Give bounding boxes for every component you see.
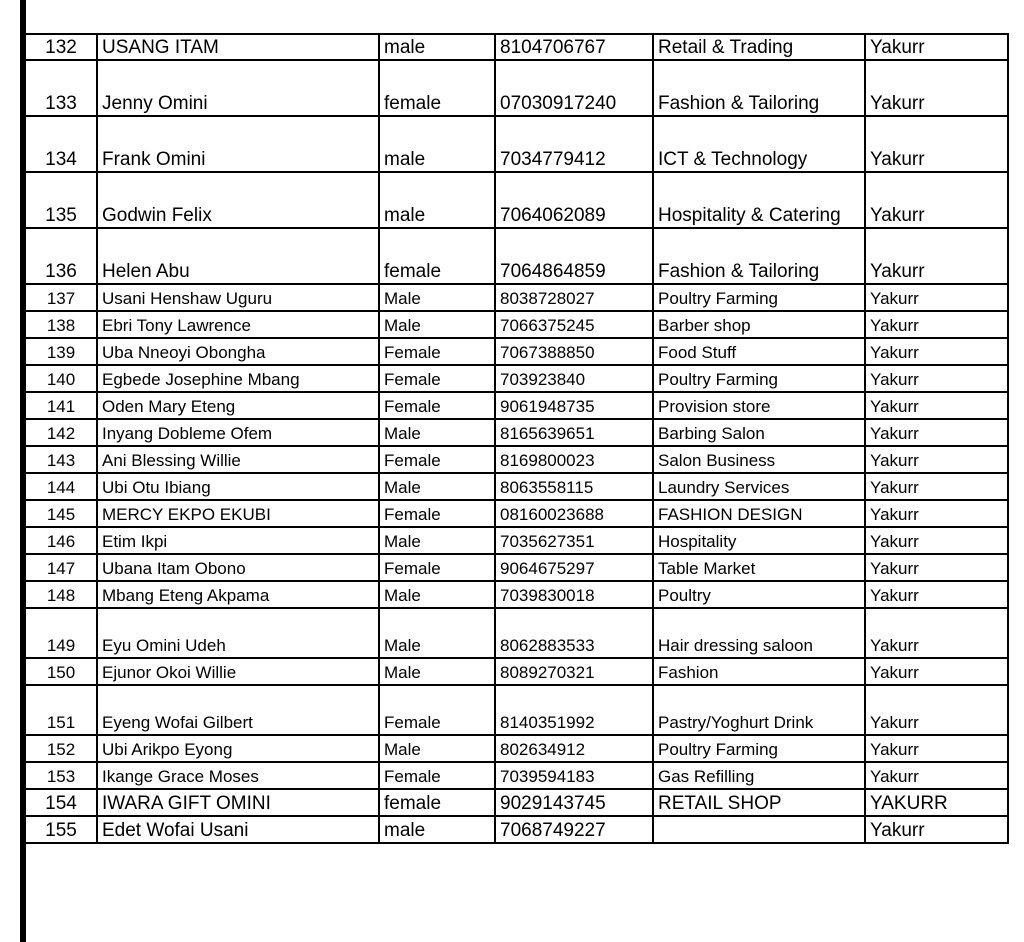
row-number-cell: 136 <box>25 228 97 284</box>
row-number-cell: 152 <box>25 735 97 762</box>
table-row <box>25 554 1008 581</box>
phone-number-cell: 703923840 <box>495 365 653 392</box>
phone-number-cell: 7066375245 <box>495 311 653 338</box>
phone-number-cell: 8104706767 <box>495 34 653 60</box>
business-type-cell: Salon Business <box>653 446 865 473</box>
gender-cell: Male <box>379 311 495 338</box>
phone-number-cell: 8063558115 <box>495 473 653 500</box>
local-government-area-cell: Yakurr <box>865 34 1008 60</box>
local-government-area-cell: Yakurr <box>865 60 1008 116</box>
gender-cell: Male <box>379 527 495 554</box>
row-number-cell: 145 <box>25 500 97 527</box>
row-number-cell: 144 <box>25 473 97 500</box>
gender-cell: male <box>379 172 495 228</box>
table-row <box>25 816 1008 843</box>
local-government-area-cell: Yakurr <box>865 392 1008 419</box>
business-type-cell: Hair dressing saloon <box>653 608 865 658</box>
table-row <box>25 658 1008 685</box>
local-government-area-cell: Yakurr <box>865 608 1008 658</box>
gender-cell: Male <box>379 284 495 311</box>
local-government-area-cell: Yakurr <box>865 284 1008 311</box>
gender-cell: male <box>379 34 495 60</box>
local-government-area-cell: Yakurr <box>865 581 1008 608</box>
business-type-cell: Hospitality <box>653 527 865 554</box>
local-government-area-cell: Yakurr <box>865 172 1008 228</box>
gender-cell: Male <box>379 735 495 762</box>
row-number-cell: 149 <box>25 608 97 658</box>
full-name-cell: IWARA GIFT OMINI <box>97 789 379 816</box>
row-number-cell: 134 <box>25 116 97 172</box>
phone-number-cell: 9061948735 <box>495 392 653 419</box>
gender-cell: female <box>379 228 495 284</box>
business-type-cell: Poultry Farming <box>653 365 865 392</box>
table-row <box>25 116 1008 172</box>
table-row <box>25 365 1008 392</box>
business-type-cell: Fashion <box>653 658 865 685</box>
row-number-cell: 135 <box>25 172 97 228</box>
business-type-cell: Barber shop <box>653 311 865 338</box>
row-number-cell: 148 <box>25 581 97 608</box>
business-type-cell: Fashion & Tailoring <box>653 60 865 116</box>
full-name-cell: Oden Mary Eteng <box>97 392 379 419</box>
phone-number-cell: 7035627351 <box>495 527 653 554</box>
local-government-area-cell: Yakurr <box>865 685 1008 735</box>
local-government-area-cell: Yakurr <box>865 735 1008 762</box>
table-row <box>25 284 1008 311</box>
full-name-cell: MERCY EKPO EKUBI <box>97 500 379 527</box>
business-type-cell: Laundry Services <box>653 473 865 500</box>
gender-cell: Female <box>379 338 495 365</box>
business-type-cell: Poultry Farming <box>653 735 865 762</box>
business-type-cell: Pastry/Yoghurt Drink <box>653 685 865 735</box>
gender-cell: Male <box>379 419 495 446</box>
phone-number-cell: 9029143745 <box>495 789 653 816</box>
row-number-cell: 142 <box>25 419 97 446</box>
local-government-area-cell: Yakurr <box>865 762 1008 789</box>
phone-number-cell: 8169800023 <box>495 446 653 473</box>
gender-cell: female <box>379 789 495 816</box>
gender-cell: Female <box>379 500 495 527</box>
local-government-area-cell: Yakurr <box>865 338 1008 365</box>
local-government-area-cell: YAKURR <box>865 789 1008 816</box>
gender-cell: Female <box>379 762 495 789</box>
full-name-cell: USANG ITAM <box>97 34 379 60</box>
local-government-area-cell: Yakurr <box>865 311 1008 338</box>
full-name-cell: Jenny Omini <box>97 60 379 116</box>
table-row <box>25 762 1008 789</box>
table-row <box>25 581 1008 608</box>
row-number-cell: 133 <box>25 60 97 116</box>
full-name-cell: Inyang Dobleme Ofem <box>97 419 379 446</box>
phone-number-cell: 7039830018 <box>495 581 653 608</box>
phone-number-cell: 8089270321 <box>495 658 653 685</box>
phone-number-cell: 7034779412 <box>495 116 653 172</box>
gender-cell: male <box>379 116 495 172</box>
row-number-cell: 154 <box>25 789 97 816</box>
full-name-cell: Edet Wofai Usani <box>97 816 379 843</box>
row-number-cell: 147 <box>25 554 97 581</box>
gender-cell: Male <box>379 581 495 608</box>
business-type-cell: Food Stuff <box>653 338 865 365</box>
table-row <box>25 392 1008 419</box>
gender-cell: Female <box>379 685 495 735</box>
table-row <box>25 172 1008 228</box>
full-name-cell: Ejunor Okoi Willie <box>97 658 379 685</box>
local-government-area-cell: Yakurr <box>865 419 1008 446</box>
gender-cell: Female <box>379 554 495 581</box>
phone-number-cell: 7064062089 <box>495 172 653 228</box>
phone-number-cell: 7039594183 <box>495 762 653 789</box>
table-row <box>25 34 1008 60</box>
phone-number-cell: 7067388850 <box>495 338 653 365</box>
full-name-cell: Ani Blessing Willie <box>97 446 379 473</box>
business-type-cell <box>653 816 865 843</box>
gender-cell: Male <box>379 608 495 658</box>
phone-number-cell: 7068749227 <box>495 816 653 843</box>
table-row <box>25 685 1008 735</box>
local-government-area-cell: Yakurr <box>865 446 1008 473</box>
local-government-area-cell: Yakurr <box>865 527 1008 554</box>
business-type-cell: RETAIL SHOP <box>653 789 865 816</box>
row-number-cell: 150 <box>25 658 97 685</box>
table-row <box>25 527 1008 554</box>
table-row <box>25 419 1008 446</box>
table-row <box>25 311 1008 338</box>
table-row <box>25 500 1008 527</box>
local-government-area-cell: Yakurr <box>865 554 1008 581</box>
local-government-area-cell: Yakurr <box>865 816 1008 843</box>
table-row <box>25 228 1008 284</box>
table-row <box>25 60 1008 116</box>
full-name-cell: Ubi Otu Ibiang <box>97 473 379 500</box>
full-name-cell: Ikange Grace Moses <box>97 762 379 789</box>
gender-cell: Male <box>379 658 495 685</box>
phone-number-cell: 7064864859 <box>495 228 653 284</box>
local-government-area-cell: Yakurr <box>865 228 1008 284</box>
local-government-area-cell: Yakurr <box>865 658 1008 685</box>
phone-number-cell: 8038728027 <box>495 284 653 311</box>
business-type-cell: Fashion & Tailoring <box>653 228 865 284</box>
gender-cell: male <box>379 816 495 843</box>
phone-number-cell: 8062883533 <box>495 608 653 658</box>
business-type-cell: Hospitality & Catering <box>653 172 865 228</box>
business-type-cell: Gas Refilling <box>653 762 865 789</box>
full-name-cell: Eyu Omini Udeh <box>97 608 379 658</box>
beneficiary-table-body <box>25 34 1008 843</box>
full-name-cell: Frank Omini <box>97 116 379 172</box>
gender-cell: Male <box>379 473 495 500</box>
table-row <box>25 473 1008 500</box>
gender-cell: Female <box>379 392 495 419</box>
phone-number-cell: 07030917240 <box>495 60 653 116</box>
full-name-cell: Ubi Arikpo Eyong <box>97 735 379 762</box>
business-type-cell: Poultry Farming <box>653 284 865 311</box>
phone-number-cell: 802634912 <box>495 735 653 762</box>
row-number-cell: 155 <box>25 816 97 843</box>
business-type-cell: Retail & Trading <box>653 34 865 60</box>
row-number-cell: 138 <box>25 311 97 338</box>
full-name-cell: Uba Nneoyi Obongha <box>97 338 379 365</box>
row-number-cell: 137 <box>25 284 97 311</box>
full-name-cell: Etim Ikpi <box>97 527 379 554</box>
business-type-cell: Table Market <box>653 554 865 581</box>
table-row <box>25 608 1008 658</box>
full-name-cell: Helen Abu <box>97 228 379 284</box>
full-name-cell: Egbede Josephine Mbang <box>97 365 379 392</box>
table-row <box>25 446 1008 473</box>
full-name-cell: Usani Henshaw Uguru <box>97 284 379 311</box>
business-type-cell: Provision store <box>653 392 865 419</box>
row-number-cell: 132 <box>25 34 97 60</box>
gender-cell: female <box>379 60 495 116</box>
row-number-cell: 140 <box>25 365 97 392</box>
phone-number-cell: 8165639651 <box>495 419 653 446</box>
phone-number-cell: 08160023688 <box>495 500 653 527</box>
business-type-cell: Barbing Salon <box>653 419 865 446</box>
row-number-cell: 146 <box>25 527 97 554</box>
full-name-cell: Mbang Eteng Akpama <box>97 581 379 608</box>
full-name-cell: Godwin Felix <box>97 172 379 228</box>
row-number-cell: 141 <box>25 392 97 419</box>
local-government-area-cell: Yakurr <box>865 365 1008 392</box>
business-type-cell: Poultry <box>653 581 865 608</box>
phone-number-cell: 8140351992 <box>495 685 653 735</box>
full-name-cell: Ebri Tony Lawrence <box>97 311 379 338</box>
row-number-cell: 143 <box>25 446 97 473</box>
table-row <box>25 338 1008 365</box>
full-name-cell: Ubana Itam Obono <box>97 554 379 581</box>
beneficiary-table <box>24 33 1009 844</box>
phone-number-cell: 9064675297 <box>495 554 653 581</box>
row-number-cell: 151 <box>25 685 97 735</box>
table-row <box>25 735 1008 762</box>
local-government-area-cell: Yakurr <box>865 473 1008 500</box>
local-government-area-cell: Yakurr <box>865 116 1008 172</box>
gender-cell: Female <box>379 446 495 473</box>
full-name-cell: Eyeng Wofai Gilbert <box>97 685 379 735</box>
row-number-cell: 153 <box>25 762 97 789</box>
row-number-cell: 139 <box>25 338 97 365</box>
local-government-area-cell: Yakurr <box>865 500 1008 527</box>
business-type-cell: ICT & Technology <box>653 116 865 172</box>
gender-cell: Female <box>379 365 495 392</box>
business-type-cell: FASHION DESIGN <box>653 500 865 527</box>
table-row <box>25 789 1008 816</box>
